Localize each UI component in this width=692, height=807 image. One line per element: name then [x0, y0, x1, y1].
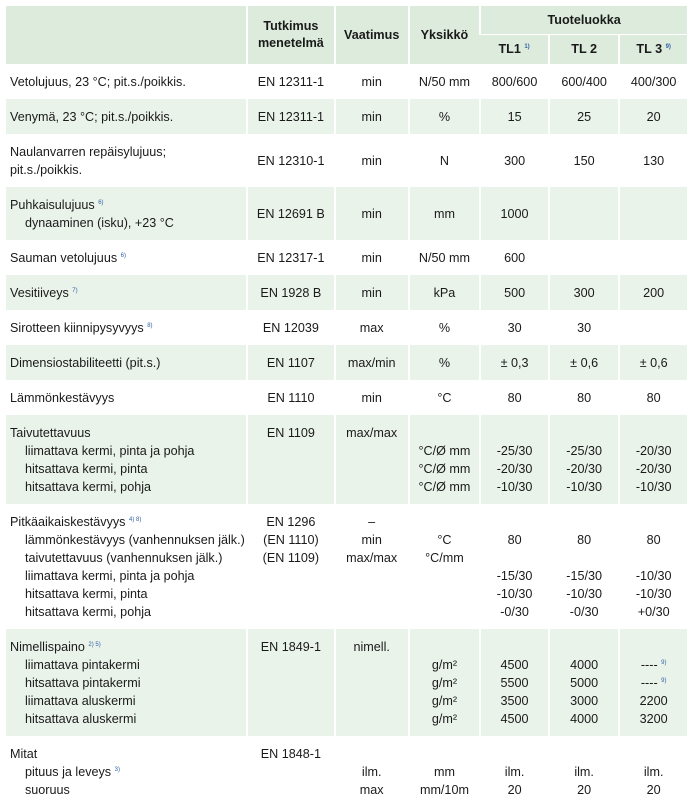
- table-row: Sauman vetolujuus $^{6)}$ EN 12317-1 min N/50 mm 600: [6, 240, 687, 275]
- header-unit: Yksikkö: [409, 6, 481, 64]
- header-method: Tutkimus menetelmä: [247, 6, 335, 64]
- table-row: Mitat pituus ja leveys $^{3)}$ suoruus EN 1848-1 ilm. max mm mm/10m ilm. 20 ilm. 20 ilm. 20: [6, 736, 687, 807]
- table-row: Pitkäaikaiskestävyys $^{4) 8)}$ lämmönkestävyys (vanhennuksen jälk.) taivutettavuus (vanhennuksen jälk.) liimattava kermi, pinta ja pohja hitsattava kermi, pinta hitsattava kermi, pohja EN 1296 (EN 1110) (EN 1109) – min max/max °C °C/mm 80 -15/30 -10/30 -0/30 80 -15/30 -10/30 -0/30 80 -10/30 -10/30 +0/30: [6, 504, 687, 629]
- header-class-tl1: TL1 $^{1)}$: [480, 34, 549, 64]
- table-row: Vesitiiveys $^{7)}$ EN 1928 B min kPa 500 300 200: [6, 275, 687, 310]
- header-class-tl2: TL 2: [549, 34, 619, 64]
- specification-table: [6, 6, 687, 807]
- table-row: Dimensiostabiliteetti (pit.s.) EN 1107 max/min % ± 0,3 ± 0,6 ± 0,6: [6, 345, 687, 380]
- table-row: Sirotteen kiinnipysyvyys $^{8)}$ EN 12039 max % 30 30: [6, 310, 687, 345]
- table-row: Taivutettavuus liimattava kermi, pinta ja pohja hitsattava kermi, pinta hitsattava kermi, pohja EN 1109 max/max °C/Ø mm °C/Ø mm °C/Ø mm -25/30 -20/30 -10/30 -25/30 -20/30 -10/30 -20/30 -20/30 -10/30: [6, 415, 687, 504]
- table-row: Naulanvarren repäisylujuus; pit.s./poikkis. EN 12310-1 min N 300 150 130: [6, 134, 687, 187]
- table-row: Lämmönkestävyys EN 1110 min °C 80 80 80: [6, 380, 687, 415]
- header-product-class: Tuoteluokka: [480, 6, 687, 34]
- header-property: [6, 6, 247, 64]
- table-row: Puhkaisulujuus $^{6)}$ dynaaminen (isku), +23 °C EN 12691 B min mm 1000: [6, 187, 687, 240]
- header-class-tl3: TL 3 $^{9)}$: [619, 34, 687, 64]
- table-row: Nimellispaino $^{2) 5)}$ liimattava pintakermi hitsattava pintakermi liimattava aluskermi hitsattava aluskermi EN 1849-1 nimell. g/m² g/m² g/m² g/m² 4500 5500 3500 4500 4000 5000 3000 4000 ---- $^{9)}$ ---- $^{9)}$ 2200 3200: [6, 629, 687, 736]
- table-row: Vetolujuus, 23 °C; pit.s./poikkis. EN 12311-1 min N/50 mm 800/600 600/400 400/300: [6, 64, 687, 99]
- table-row: Venymä, 23 °C; pit.s./poikkis. EN 12311-1 min % 15 25 20: [6, 99, 687, 134]
- header-requirement: Vaatimus: [335, 6, 409, 64]
